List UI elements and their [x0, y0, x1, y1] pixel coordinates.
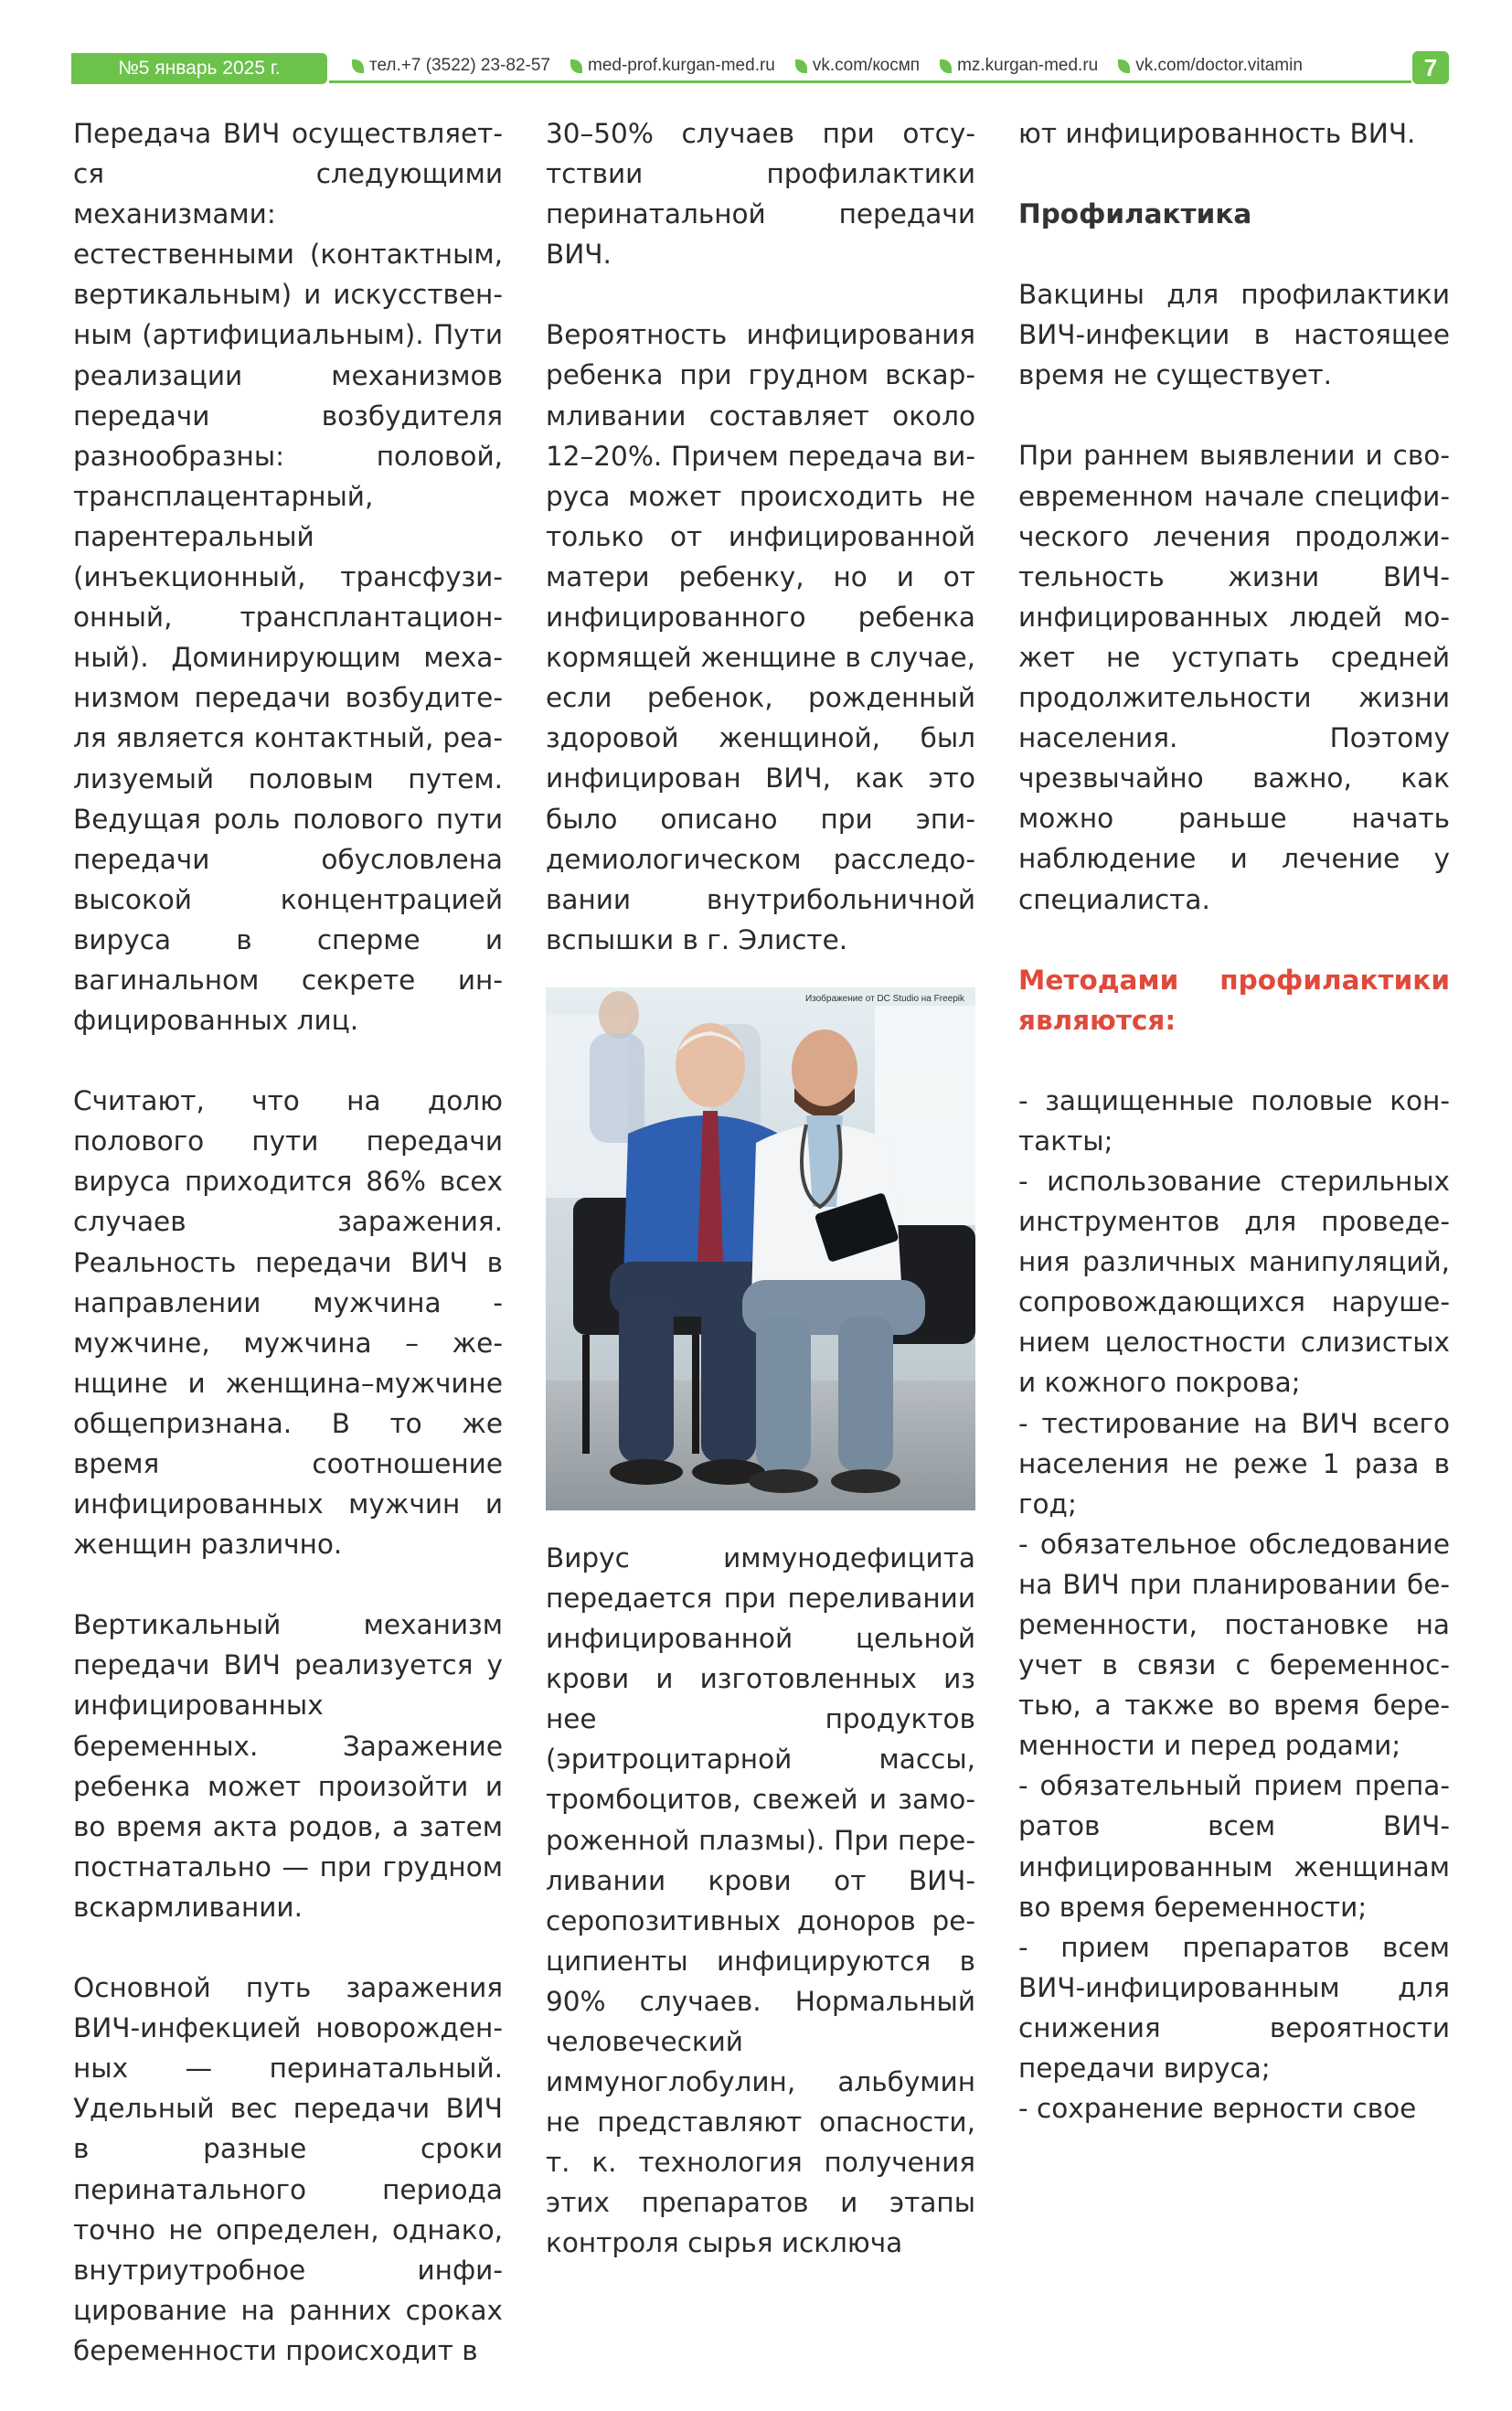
contact-phone: тел.+7 (3522) 23-82-57: [352, 56, 550, 76]
list-item: - тестирование на ВИЧ всего населения не реже 1 раза в год;: [1018, 1407, 1450, 1520]
contact-site-med-prof[interactable]: med-prof.kurgan-med.ru: [570, 56, 775, 76]
leaf-bullet-icon: [795, 59, 807, 73]
contact-vk-doctor-vitamin[interactable]: vk.com/doctor.vitamin: [1118, 56, 1303, 76]
paragraph: Основной путь заражения ВИЧ-инфекцией новорожденных — перинатальный. Удельный вес передачи ВИЧ в разные сроки перинатального периода точно не определен, однако, внутриутробное инфицирование на ранних сроках беременности происходит в: [73, 1972, 503, 2366]
page-header: [0, 0, 1512, 101]
list-item: - сохранение верности свое: [1018, 2093, 1417, 2125]
paragraph: Вирус иммунодефицита передается при переливании инфицированной цельной крови и изготовленных из нее продуктов (эритроцитарной массы, тромбоцитов, свежей и замороженной плазмы). При переливании крови от ВИЧ-серопозитивных доноров реципиенты инфицируются в 90% случаев. Нормальный человеческий иммуноглобулин, альбумин не представляют опасности, т. к. технология получения этих препаратов и этапы контроля сырья исключа: [546, 1542, 975, 2259]
paragraph: При раннем выявлении и своевременном начале специфического лечения продолжительность жизни ВИЧ-инфицированных людей может не уступать средней продолжительности жизни населения. Поэтому чрезвычайно важно, как можно раньше начать наблюдение и лечение у специалиста.: [1018, 440, 1450, 915]
paragraph: Вероятность инфицирования ребенка при грудном вскармливании составляет около 12–20%. Причем передача вируса может происходить не только от инфицированной матери ребенку, но и от инфицированного ребенка кормящей женщине в случае, если ребенок, рожденный здоровой женщиной, был инфицирован ВИЧ, как это было описано при эпидемиологическом расследовании внутрибольничной вспышки в г. Элисте.: [546, 319, 975, 955]
photo-illustration: [546, 987, 975, 1510]
contact-site-mz[interactable]: mz.kurgan-med.ru: [940, 56, 1098, 76]
contact-vk-kocmp[interactable]: vk.com/кocмп: [795, 56, 920, 76]
paragraph: Вакцины для профилактики ВИЧ-инфекции в настоящее время не существует.: [1018, 279, 1450, 391]
column-2: [546, 113, 975, 2304]
issue-label: №5 январь 2025 г.: [71, 53, 327, 84]
list-item: - защищенные половые контакты;: [1018, 1084, 1450, 1157]
column-3: [1018, 113, 1450, 2128]
paragraph: Считают, что на долю полового пути передачи вируса приходится 86% всех случаев заражения. Реальность передачи ВИЧ в направлении мужчина - мужчине, мужчина – женщине и женщина–мужчине общепризнана. В то же время соотношение инфицированных мужчин и женщин различно.: [73, 1085, 503, 1561]
header-rule: [329, 80, 1411, 83]
paragraph: 30–50% случаев при отсутствии профилактики перинатальной передачи ВИЧ.: [546, 118, 975, 271]
page-number: 7: [1412, 51, 1449, 84]
list-item: - использование стерильных инструментов для проведения различных манипуляций, сопровождающихся нарушением целостности слизистых и кожного покрова;: [1018, 1165, 1450, 1399]
list-item: - обязательное обследование на ВИЧ при планировании беременности, постановке на учет в связи с беременностью, а также во время беременности и перед родами;: [1018, 1528, 1450, 1762]
photo-credit: Изображение от DC Studio на Freepik: [804, 993, 964, 1004]
methods-heading: Методами профилактики являются:: [1018, 964, 1450, 1036]
leaf-bullet-icon: [570, 59, 582, 73]
leaf-bullet-icon: [352, 59, 364, 73]
contacts-bar: [352, 53, 1303, 79]
paragraph: Передача ВИЧ осуществляется следующими механизмами: естественными (контактным, вертикальным) и искусственным (артифициальным). Пути реализации механизмов передачи возбудителя разнообразны: половой, трансплацентарный, парентеральный (инъекционный, трансфузионный, трансплантационный). Доминирующим механизмом передачи возбудителя является контактный, реализуемый половым путем. Ведущая роль полового пути передачи обусловлена высокой концентрацией вируса в сперме и вагинальном секрете инфицированных лиц.: [73, 118, 503, 1037]
leaf-bullet-icon: [940, 59, 952, 73]
paragraph: Вертикальный механизм передачи ВИЧ реализуется у инфицированных беременных. Заражение ребенка может произойти и во время акта родов, а затем постнатально — при грудном вскармливании.: [73, 1609, 503, 1923]
doctor-patient-photo: [546, 987, 975, 1510]
methods-list: [1018, 1081, 1450, 2128]
list-item: - прием препаратов всем ВИЧ-инфицированным для снижения вероятности передачи вируса;: [1018, 1931, 1450, 2085]
paragraph: ют инфицированность ВИЧ.: [1018, 118, 1416, 149]
column-1: [73, 113, 503, 2411]
leaf-bullet-icon: [1118, 59, 1130, 73]
list-item: - обязательный прием препаратов всем ВИЧ-инфицированным женщинам во время беременности;: [1018, 1770, 1450, 1923]
section-heading-prevention: Профилактика: [1018, 198, 1252, 230]
